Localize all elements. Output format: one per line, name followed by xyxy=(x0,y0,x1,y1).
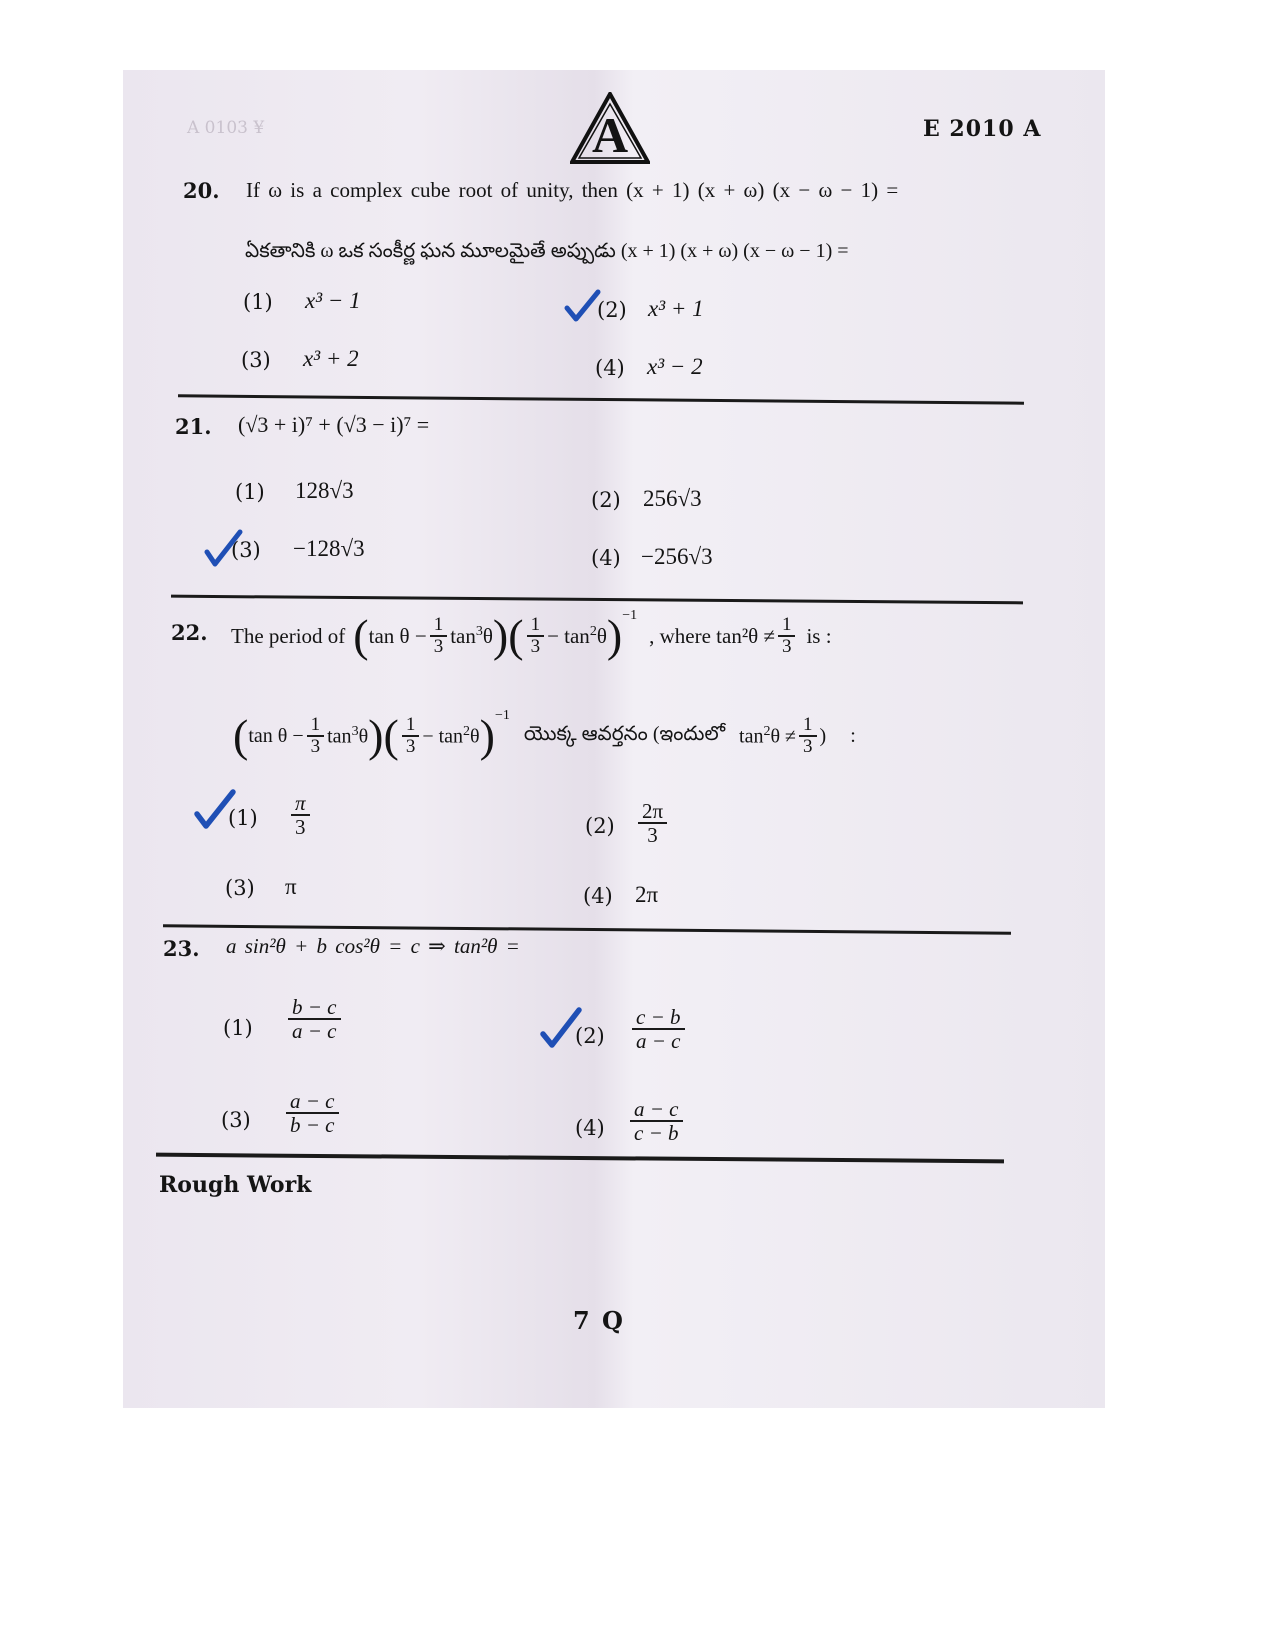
period-expression: ( tan θ − $\frac{1}{3}$ $\tan^3\theta$ ) ( $\frac{1}{3}$ − $\tan^2\theta$ ) $^{-1}$ xyxy=(233,708,510,761)
question-expression: a sin²θ + b cos²θ = c ⇒ tan²θ = xyxy=(226,934,520,958)
option-value: $\frac{b - c}{a - c}$ xyxy=(288,996,341,1042)
option-label: (4) xyxy=(575,1116,605,1140)
option-label: (1) xyxy=(235,480,265,504)
option-label: (2) xyxy=(597,298,627,322)
period-expression: ( tan θ − $\frac{1}{3}$ $\tan^3\theta$ ) ( $\frac{1}{3}$ − $\tan^2\theta$ ) $^{-1}$ xyxy=(353,608,638,661)
question-text-telugu: ఏకతానికి ω ఒక సంకీర్ణ ఘన మూలమైతే అప్పుడు (x + 1) (x + ω) (x − ω − 1) = xyxy=(245,240,849,262)
option-label: (4) xyxy=(595,356,625,380)
option-label: (2) xyxy=(585,814,615,838)
exam-page xyxy=(123,70,1105,1408)
section-divider xyxy=(156,1153,1004,1164)
option-value: π xyxy=(285,874,297,899)
option-value: $\frac{a - c}{b - c}$ xyxy=(286,1090,339,1136)
rough-work-label: Rough Work xyxy=(159,1172,312,1198)
question-number: 20. xyxy=(183,178,220,203)
option-value: 128√3 xyxy=(295,478,354,503)
question-prefix: The period of xyxy=(231,623,346,648)
option-label: (2) xyxy=(575,1024,605,1048)
option-value: x³ + 2 xyxy=(303,346,359,371)
question-end: is : xyxy=(806,623,832,648)
option-label: (3) xyxy=(221,1108,251,1132)
option-value: x³ + 1 xyxy=(648,296,704,321)
option-value: $\frac{c - b}{a - c}$ xyxy=(632,1006,685,1052)
option-label: (3) xyxy=(241,348,271,372)
option-label: (1) xyxy=(223,1016,253,1040)
question-suffix: , where tan²θ ≠ xyxy=(649,623,775,648)
question-number: 21. xyxy=(175,414,212,439)
option-label: (1) xyxy=(228,806,258,830)
paper-code: E 2010 A xyxy=(923,116,1042,142)
checkmark-icon xyxy=(563,288,601,326)
page-number: 7 Q xyxy=(573,1306,625,1335)
option-label: (4) xyxy=(591,546,621,570)
option-label: (2) xyxy=(591,488,621,512)
question-number: 23. xyxy=(163,936,200,961)
option-label: (4) xyxy=(583,884,613,908)
option-value: −128√3 xyxy=(293,536,365,561)
option-value: x³ − 1 xyxy=(305,288,361,313)
question-text-english: If ω is a complex cube root of unity, then (x + 1) (x + ω) (x − ω − 1) = xyxy=(246,178,899,202)
question-text-english: The period of ( tan θ − $\frac{1}{3}$ $\tan^3\theta$ ) ( $\frac{1}{3}$ − $\tan^2\theta$ ) $^{-1}$ , where tan²θ ≠ $\frac{1}{3}$ is : xyxy=(231,608,832,661)
telugu-end: : xyxy=(850,724,856,747)
option-value: $\frac{a - c}{c - b}$ xyxy=(630,1098,683,1144)
option-value: $\frac{\pi}{3}$ xyxy=(291,792,310,838)
booklet-a-logo: A xyxy=(570,92,650,164)
telugu-middle: యొక్క ఆవర్తనం (ఇందులో xyxy=(523,722,726,745)
question-number: 22. xyxy=(171,620,208,645)
option-label: (3) xyxy=(231,538,261,562)
option-label: (3) xyxy=(225,876,255,900)
question-text-telugu: ( tan θ − $\frac{1}{3}$ $\tan^3\theta$ ) ( $\frac{1}{3}$ − $\tan^2\theta$ ) $^{-1}$ యొక్క ఆవర్తనం (ఇందులో $\tan^2\theta$ ≠ $\frac{1}{3}$ ) : xyxy=(233,708,856,761)
option-value: −256√3 xyxy=(641,544,713,569)
faded-stamp: A 0103 ¥ xyxy=(187,118,265,138)
option-value: $\frac{2\pi}{3}$ xyxy=(638,800,667,846)
option-value: 2π xyxy=(635,882,659,907)
question-divider xyxy=(178,394,1024,404)
option-value: 256√3 xyxy=(643,486,702,511)
option-label: (1) xyxy=(243,290,273,314)
question-expression: (√3 + i)⁷ + (√3 − i)⁷ = xyxy=(238,412,430,437)
option-value: x³ − 2 xyxy=(647,354,703,379)
